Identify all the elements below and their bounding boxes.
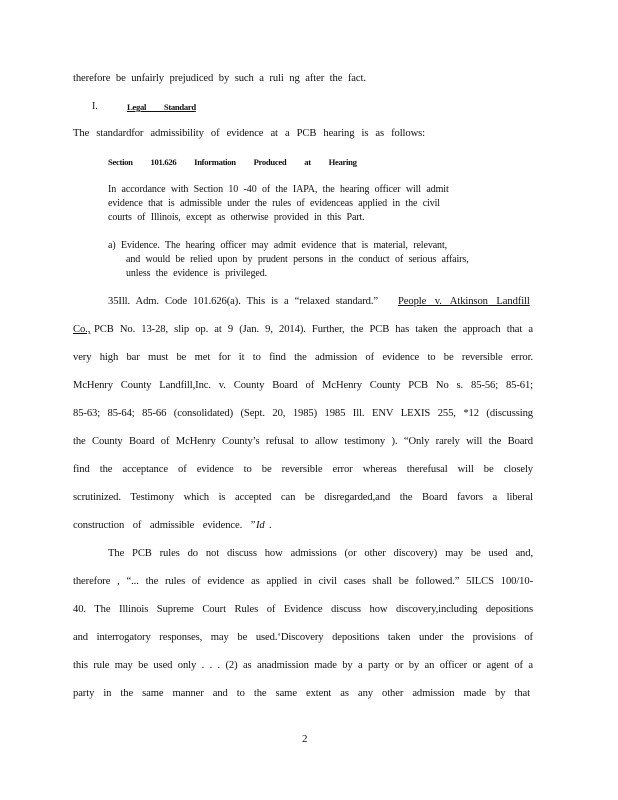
block-quote-line: In accordance with Section 10 -40 of the IAPA, the hearing officer will admit (108, 184, 449, 195)
block-quote-line: a) Evidence. The hearing officer may admit evidence that is material, relevant, (108, 240, 448, 251)
body-line: construction of admissible evidence. ” (73, 520, 256, 531)
body-line: find the acceptance of evidence to be reversible error whereas therefusal will be closely (73, 464, 533, 475)
case-citation: People v. Atkinson Landfill (398, 296, 530, 307)
block-quote-line: and would be relied upon by prudent persons in the conduct of serious affairs, (126, 254, 469, 265)
section-heading: Legal Standard (127, 102, 196, 112)
body-line: McHenry County Landfill,Inc. v. County Board of McHenry County PCB No s. 85-56; 85-61; (73, 380, 533, 391)
body-line: this rule may be used only . . . (2) as anadmission made by a party or by an officer or agent of a (73, 660, 533, 671)
block-quote-line: evidence that is admissible under the rules of evidenceas applied in the civil (108, 198, 440, 209)
body-line: the County Board of McHenry County’s refusal to allow testimony ). “Only rarely will the Board (73, 436, 533, 447)
page-number: 2 (302, 733, 308, 745)
body-line: 35Ill. Adm. Code 101.626(a). This is a “relaxed standard.” (108, 296, 379, 307)
body-line: and interrogatory responses, may be used.‘Discovery depositions taken under the provisions of (73, 632, 533, 643)
body-line: 85-63; 85-64; 85-66 (consolidated) (Sept. 20, 1985) 1985 Ill. ENV LEXIS 255, *12 (discussing (73, 408, 533, 419)
body-line: therefore , “... the rules of evidence as applied in civil cases shall be followed.” 5ILCS 100/10- (73, 576, 533, 587)
body-line: 40. The Illinois Supreme Court Rules of Evidence discuss how discovery,including depositions (73, 604, 533, 615)
body-line: The standardfor admissibility of evidence at a PCB hearing is as follows: (73, 128, 426, 139)
case-citation: Co., (73, 324, 91, 335)
body-line: party in the same manner and to the same extent as any other admission made by that (73, 688, 530, 699)
punctuation: . (269, 520, 272, 531)
block-quote-line: courts of Illinois, except as otherwise provided in this Part. (108, 212, 365, 223)
body-line: very high bar must be met for it to find the admission of evidence to be reversible error. (73, 352, 533, 363)
block-quote-heading: Section 101.626 Information Produced at Hearing (108, 157, 357, 167)
block-quote-line: unless the evidence is privileged. (126, 268, 268, 279)
case-reference: Id (256, 520, 265, 531)
body-line: therefore be unfairly prejudiced by such a ruli ng after the fact. (73, 73, 366, 84)
body-line: The PCB rules do not discuss how admissions (or other discovery) may be used and, (108, 548, 533, 559)
body-line: PCB No. 13-28, slip op. at 9 (Jan. 9, 2014). Further, the PCB has taken the approach that a (94, 324, 533, 335)
body-line: scrutinized. Testimony which is accepted can be disregarded,and the Board favors a liberal (73, 492, 533, 503)
section-number: I. (92, 101, 98, 112)
